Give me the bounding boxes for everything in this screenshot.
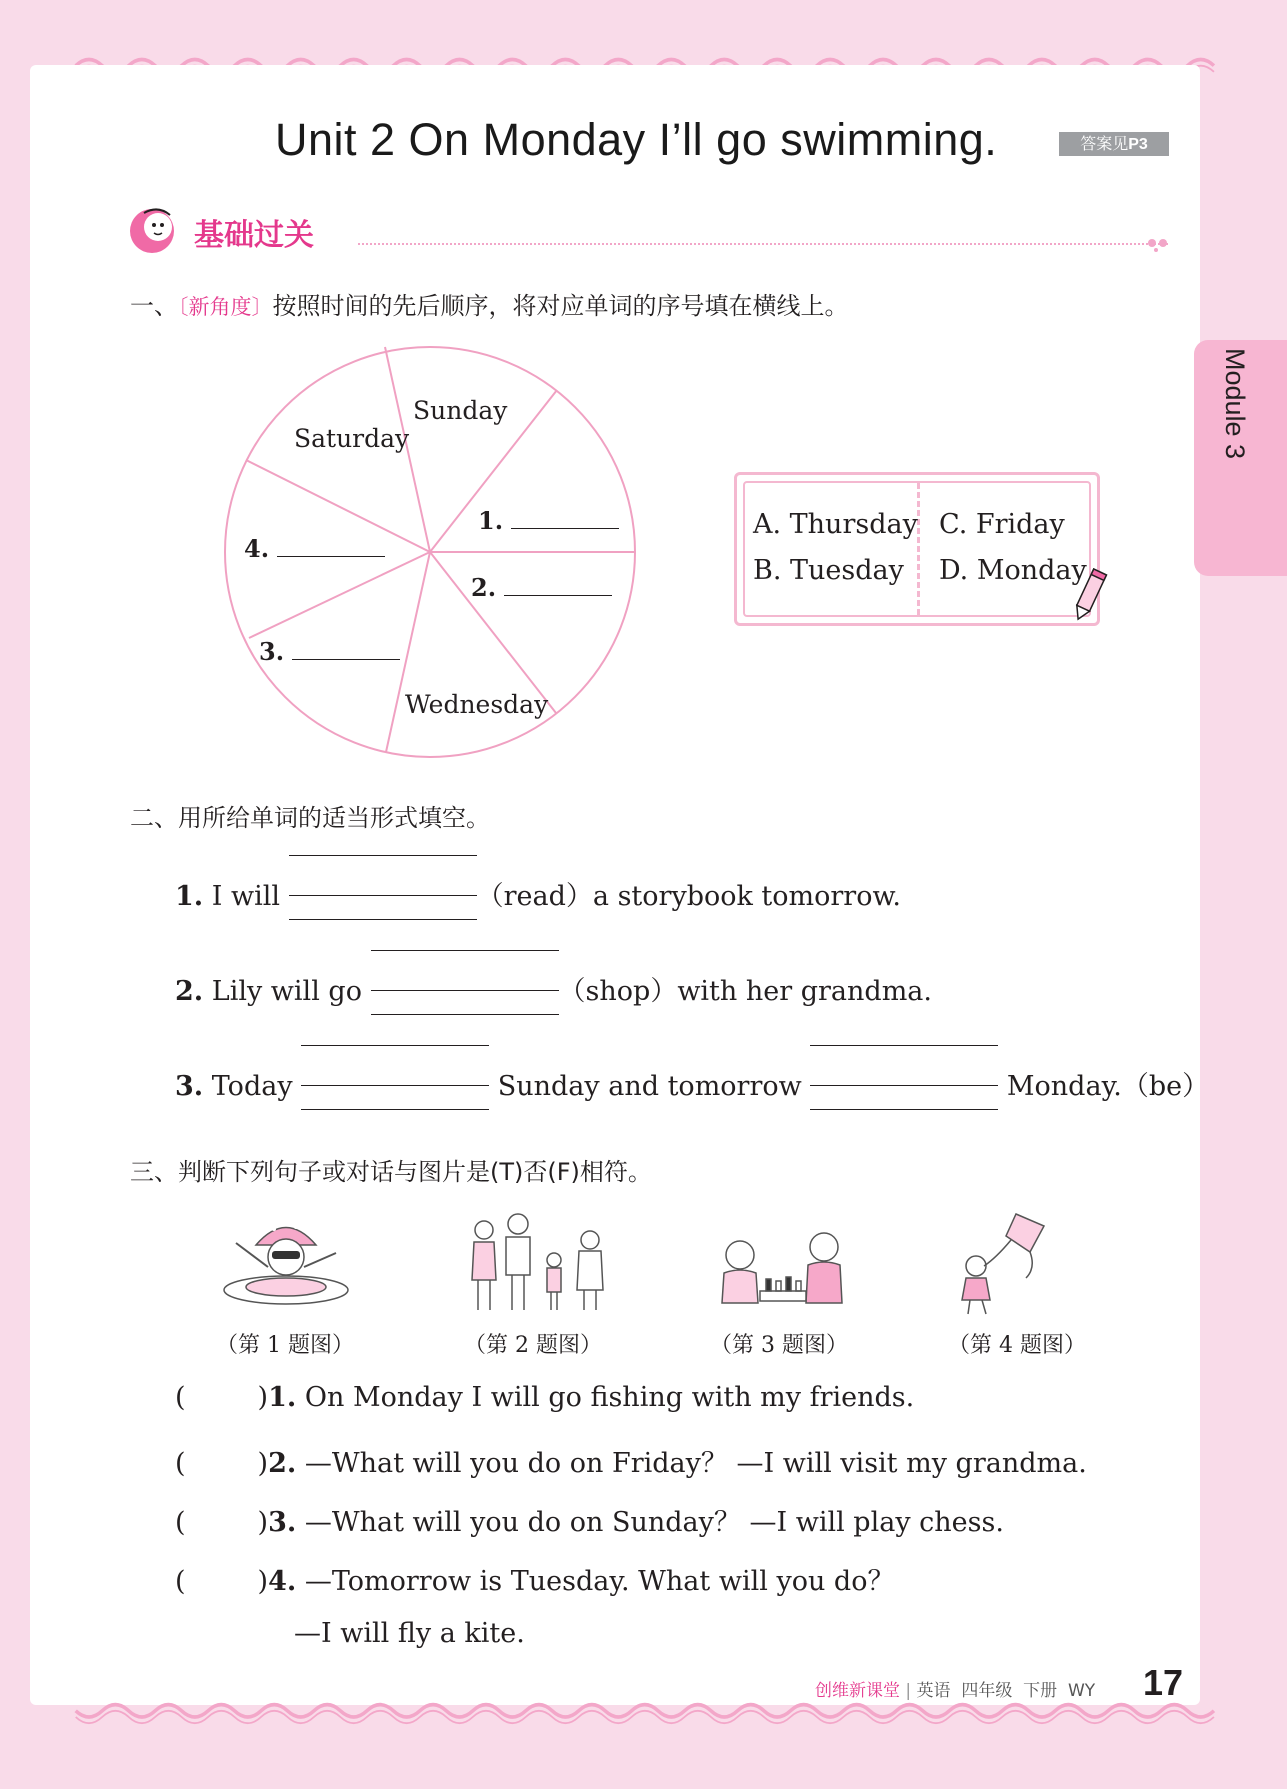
pencil-icon [1068,566,1112,626]
options-divider [917,483,920,615]
pie-label-sunday: Sunday [413,396,508,425]
caption-picture-1: （第 1 题图） [216,1333,354,1358]
q3-item-2-num: 2. [268,1448,297,1479]
q2-item-2 [175,969,932,1008]
q3-item-1-paren-open: ( [175,1382,186,1413]
q1-heading [130,286,849,321]
q2-item-3-before: Today [203,1071,302,1102]
q2-item-1-num: 1. [175,881,204,912]
footer-brand: 创维新课堂 [815,1681,900,1701]
chess-picture [714,1225,854,1315]
option-b: B. Tuesday [753,555,904,586]
q2-item-2-num: 2. [175,976,204,1007]
swimming-picture [216,1215,356,1310]
answer-reference-badge [1059,132,1169,156]
caption-picture-2: （第 2 题图） [464,1333,602,1358]
pie-blank-2-num: 2. [471,573,497,602]
pie-blank-3[interactable] [259,637,400,666]
q2-item-1-before: I will [203,881,289,912]
kite-picture [956,1208,1056,1318]
q3-item-3-paren-close: ) [257,1507,269,1538]
answer-badge-prefix: 答案见 [1080,134,1129,153]
q3-item-2 [175,1441,1087,1480]
q3-item-3-text: —What will you do on Sunday？ —I will play chess. [296,1507,1004,1538]
pie-blank-1-num: 1. [478,506,504,535]
new-angle-tag: 〔新角度〕 [178,295,273,319]
q3-item-1-num: 1. [268,1382,297,1413]
q2-item-1-answer-blank[interactable] [289,875,477,905]
footer-volume: 下册 [1023,1681,1058,1701]
q3-item-4-paren-open: ( [175,1566,186,1597]
option-d: D. Monday [939,555,1087,586]
page-number: 17 [1143,1662,1184,1703]
pie-label-wednesday: Wednesday [405,690,549,719]
caption-picture-4: （第 4 题图） [948,1333,1086,1358]
q3-heading: 三、判断下列句子或对话与图片是(T)否(F)相符。 [130,1158,652,1186]
pie-blank-2[interactable] [471,573,612,602]
q3-item-2-paren-open: ( [175,1448,186,1479]
pie-blank-4[interactable] [244,534,385,563]
family-picture [462,1210,612,1315]
q1-prefix: 一、 [130,292,178,320]
pie-blank-1[interactable] [478,506,619,535]
footer-grade: 四年级 [961,1681,1013,1701]
q2-item-1-after: （read）a storybook tomorrow. [476,881,901,912]
q3-item-1 [175,1382,914,1413]
q2-heading: 二、用所给单词的适当形式填空。 [130,804,490,832]
q2-item-3-answer-blank-2[interactable] [810,1065,998,1095]
q3-item-4 [175,1559,894,1598]
pie-blank-3-num: 3. [259,637,285,666]
q2-item-3 [175,1064,1209,1103]
option-c: C. Friday [939,509,1065,540]
q3-item-3 [175,1500,1004,1539]
q3-item-1-paren-close: ) [257,1382,269,1413]
q2-item-3-num: 3. [175,1071,204,1102]
q3-item-1-text: On Monday I will go fishing with my friends. [296,1382,915,1413]
q3-item-3-paren-open: ( [175,1507,186,1538]
section-dots-icon [1146,236,1176,252]
q2-item-2-before: Lily will go [203,976,371,1007]
footer-subject: 英语 [916,1681,951,1701]
footer-edition: WY [1067,1681,1096,1701]
q2-item-3-answer-blank-1[interactable] [301,1065,489,1095]
q2-item-3-after: Monday.（be） [998,1071,1210,1102]
mascot-icon [128,205,184,255]
pie-label-saturday: Saturday [294,424,410,453]
option-a: A. Thursday [753,509,918,540]
q3-item-2-paren-close: ) [257,1448,269,1479]
q3-item-4-paren-close: ) [257,1566,269,1597]
pie-blank-4-num: 4. [244,534,270,563]
options-box [734,472,1100,626]
section-dotted-rule [358,243,1168,245]
q1-instruction: 按照时间的先后顺序，将对应单词的序号填在横线上。 [272,292,849,320]
section-label: 基础过关 [194,218,314,253]
q2-item-2-after: （shop）with her grandma. [558,976,932,1007]
answer-badge-page: P3 [1128,136,1148,153]
footer-info: 创维新课堂 | 英语 四年级 下册 WY [815,1681,1096,1701]
q3-item-3-num: 3. [268,1507,297,1538]
q3-item-4-num: 4. [268,1566,297,1597]
q3-item-2-text: —What will you do on Friday？ —I will visit my grandma. [296,1448,1087,1479]
q2-item-2-answer-blank[interactable] [371,970,559,1000]
module-tab-label: Module 3 [1220,348,1250,460]
section-heading [128,200,1178,260]
q3-item-4-text: —Tomorrow is Tuesday. What will you do？ [296,1566,895,1597]
module-side-tab [1194,340,1287,576]
q3-item-4-reply: —I will fly a kite. [294,1618,525,1649]
bottom-wave-border [0,1702,1287,1732]
q2-item-1 [175,874,901,913]
q2-item-3-middle: Sunday and tomorrow [489,1071,811,1102]
caption-picture-3: （第 3 题图） [710,1333,848,1358]
page-title: Unit 2 On Monday I’ll go swimming. [275,114,998,165]
